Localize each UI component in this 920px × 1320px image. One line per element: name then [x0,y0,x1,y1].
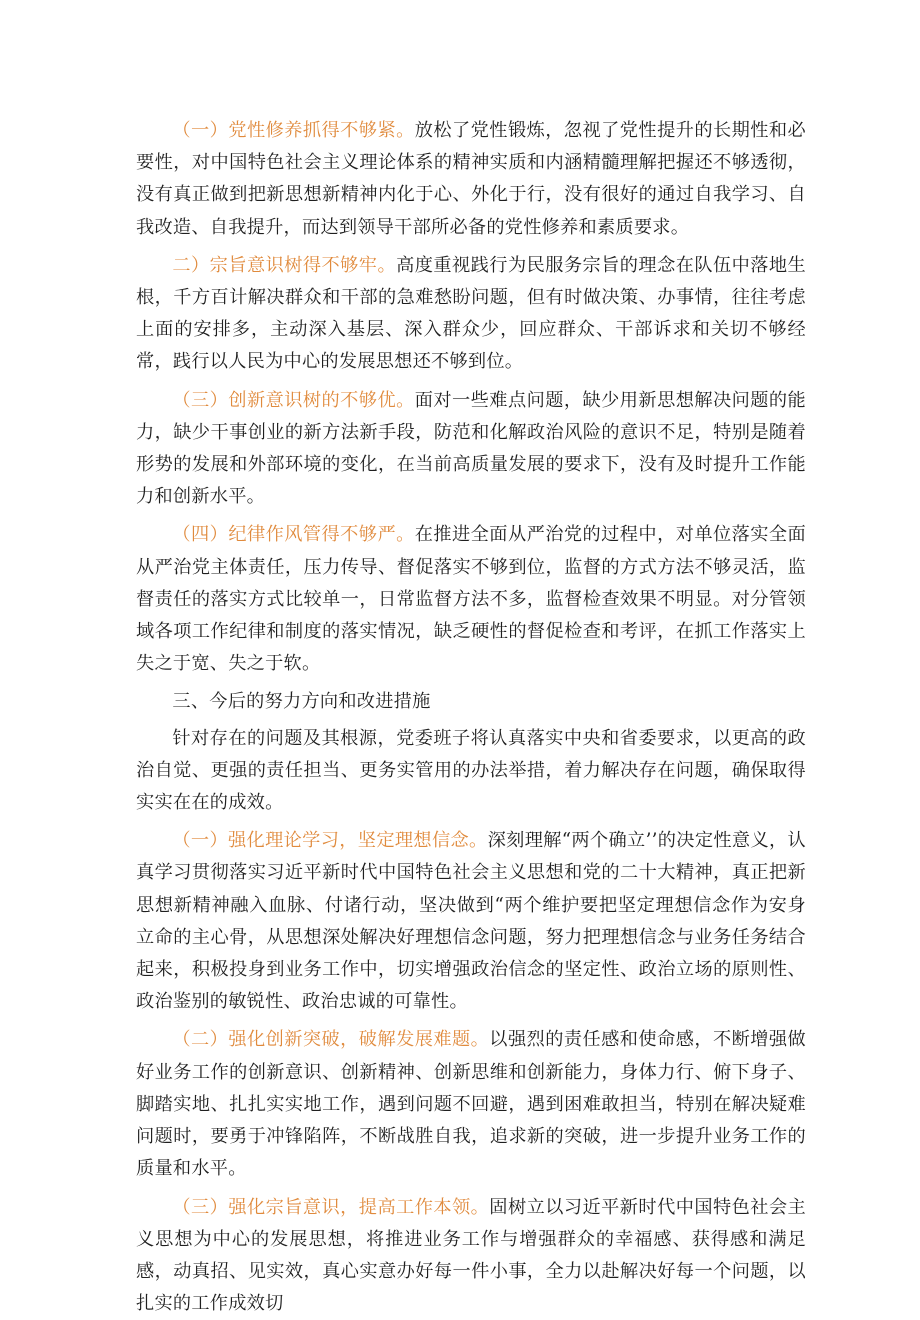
paragraph-text: 放松了党性锻炼，忽视了党性提升的长期性和必要性，对中国特色社会主义理论体系的精神实质和内涵精髓理解把握还不够透彻，没有真正做到把新思想新精神内化于心、外化于行，没有很好的通过自我学习、自我改造、自我提升，而达到领导干部所必备的党性修养和素质要求。 [136,120,806,238]
paragraph-heading: （三）强化宗旨意识，提高工作本领。 [172,1197,489,1218]
paragraph-heading: （一）强化理论学习，坚定理想信念。 [172,830,487,851]
paragraph-theory-study [136,825,806,1018]
paragraph-heading: （三）创新意识树的不够优。 [172,390,414,411]
section-heading [136,686,806,718]
paragraph-purpose-awareness [136,250,806,379]
paragraph-intro [136,723,806,820]
paragraph-text: 以强烈的责任感和使命感，不断增强做好业务工作的创新意识、创新精神、创新思维和创新能力，身体力行、俯下身子、脚踏实地、扎扎实实地工作，遇到问题不回避，遇到困难敢担当，特别在解决疑难问题时，要勇于冲锋陷阵，不断战胜自我，追求新的突破，进一步提升业务工作的质量和水平。 [136,1029,806,1179]
paragraph-heading: （二）强化创新突破，破解发展难题。 [172,1029,489,1050]
paragraph-text: 在推进全面从严治党的过程中，对单位落实全面从严治党主体责任，压力传导、督促落实不够到位，监督的方式方法不够灵活，监督责任的落实方式比较单一，日常监督方法不多，监督检查效果不明显。对分管领域各项工作纪律和制度的落实情况，缺乏硬性的督促检查和考评，在抓工作落实上失之于宽、失之于软。 [136,524,806,674]
paragraph-heading: 二）宗旨意识树得不够牢。 [172,255,396,276]
paragraph-heading: （一）党性修养抓得不够紧。 [172,120,414,141]
paragraph-text: 高度重视践行为民服务宗旨的理念在队伍中落地生根，千方百计解决群众和干部的急难愁盼问题，但有时做决策、办事情，往往考虑上面的安排多，主动深入基层、深入群众少，回应群众、干部诉求和关切不够经常，践行以人民为中心的发展思想还不够到位。 [136,255,806,373]
paragraph-heading: （四）纪律作风管得不够严。 [172,524,414,545]
paragraph-innovation-breakthrough [136,1024,806,1185]
paragraph-text: 面对一些难点问题，缺少用新思想解决问题的能力，缺少干事创业的新方法新手段，防范和化解政治风险的意识不足，特别是随着形势的发展和外部环境的变化，在当前高质量发展的要求下，没有及时提升工作能力和创新水平。 [136,390,806,508]
section-title: 三、今后的努力方向和改进措施 [172,691,430,712]
paragraph-discipline-style [136,519,806,680]
paragraph-text: 针对存在的问题及其根源，党委班子将认真落实中央和省委要求，以更高的政治自觉、更强的责任担当、更务实管用的办法举措，着力解决存在问题，确保取得实实在在的成效。 [136,728,806,813]
paragraph-text: 深刻理解“两个确立’’的决定性意义，认真学习贯彻落实习近平新时代中国特色社会主义思想和党的二十大精神，真正把新思想新精神融入血脉、付诸行动，坚决做到“两个维护要把坚定理想信念作为安身立命的主心骨，从思想深处解决好理想信念问题，努力把理想信念与业务任务结合起来，积极投身到业务工作中，切实增强政治信念的坚定性、政治立场的原则性、政治鉴别的敏锐性、政治忠诚的可靠性。 [136,830,806,1012]
paragraph-innovation-awareness [136,385,806,514]
paragraph-text: 固树立以习近平新时代中国特色社会主义思想为中心的发展思想，将推进业务工作与增强群众的幸福感、获得感和满足感，动真招、见实效，真心实意办好每一件小事，全力以赴解决好每一个问题，以扎实的工作成效切 [136,1197,806,1315]
document-page [136,115,806,1320]
paragraph-party-cultivation [136,115,806,244]
